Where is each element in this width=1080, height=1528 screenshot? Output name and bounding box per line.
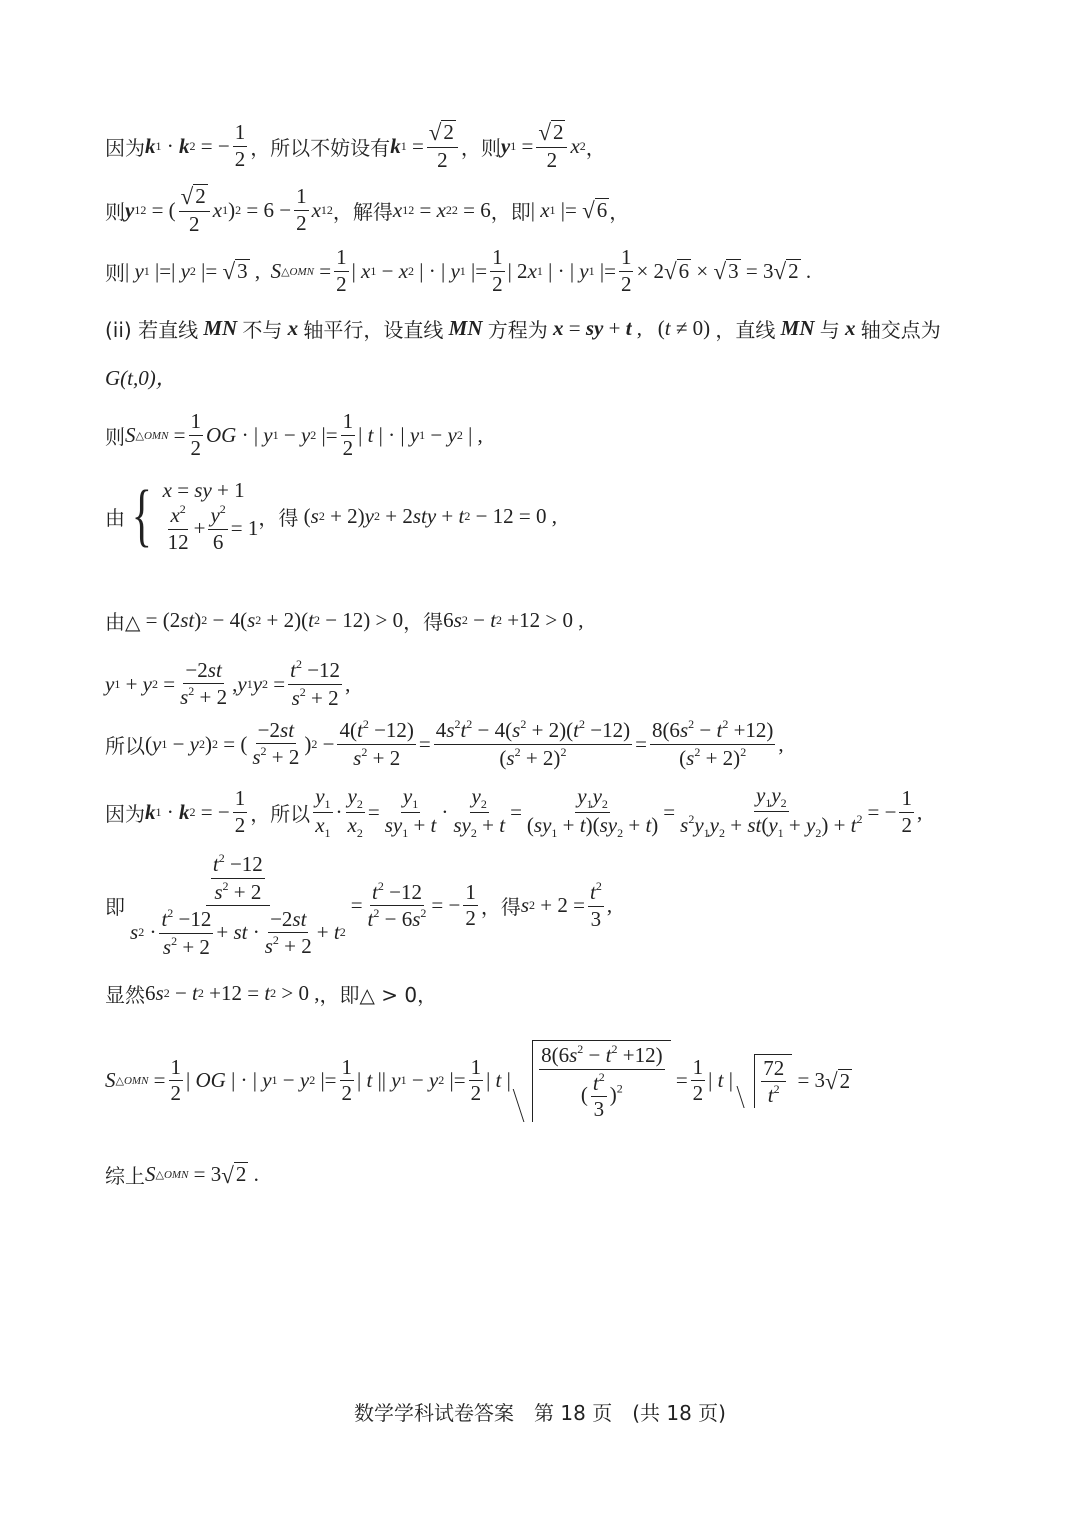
text: 轴平行，设直线 <box>303 318 444 342</box>
text: ，得 <box>480 895 521 920</box>
text: 方程为 <box>487 318 548 342</box>
text: 因为 <box>105 801 145 826</box>
text: ，得 <box>403 610 444 634</box>
line-2: 则 y 1 2 = ( √ 2 2 x 1 ) 2 = 6 − $\frac{1}{2}$ x 1 2 ，解得 x 1 2 = x 2 2 = 6 ，即 | x 1 |= √ 6 ， <box>105 184 630 236</box>
text: ， <box>585 135 606 160</box>
line-5 <box>105 362 177 392</box>
line-15: 综上 S △OMN = 3 √ 2 . <box>105 1162 259 1188</box>
text: 由△ <box>105 610 141 634</box>
text: 则 <box>105 424 125 449</box>
line-13: 显然 6 s 2 − t 2 +12 = t 2 > 0 , ，即△ > 0， <box>105 981 438 1007</box>
text: 与 <box>819 318 840 342</box>
line-8: 由△ = (2 st ) 2 − 4( s 2 + 2)( t 2 − 12) > 0 ，得 6 s 2 − t 2 +12 > 0 , <box>105 608 584 634</box>
line-7: 由 { x = sy + 1 $\frac{x^2}{12}$ + $\frac{y^2}{6}$ = 1 ，得 ( s 2 + 2) y 2 + 2 sty + t 2 − 12 = 0 , <box>105 477 558 555</box>
text: (ii) 若直线 <box>105 318 199 342</box>
text: 则 <box>105 260 125 285</box>
text: ，得 <box>258 505 299 530</box>
text: 显然 <box>105 983 145 1007</box>
line-1: 因为 k 1 · k 2 = − $\frac{1}{2}$ ，所以不妨设有 k 1 = √ 2 2 ，则 y 1 = √ 2 2 x 2 ， <box>105 120 606 172</box>
text: 即 <box>105 895 125 920</box>
text: 综上 <box>105 1164 145 1188</box>
line-14: S △OMN = $\frac{1}{2}$ | OG | · | y 1 − y 2 |= $\frac{1}{2}$ | t || y 1 − y 2 |= $\frac{1}{2}$ | t | $8(6s^2 - t^2 +12)$ ( $\frac{t^2}{3}$ )$^2$ = $\frac{1}{2}$ | t | $\frac{72}{t^2}$ = 3 √ 2 <box>105 1042 851 1122</box>
text: 轴交点为 <box>860 318 941 342</box>
line-11: 因为 k 1 · k 2 = − $\frac{1}{2}$ ，所以 $\frac{y_1}{x_1}$ · $\frac{y_2}{x_2}$ = $\frac{y_1}{sy_1 + t}$ · $\frac{y_2}{sy_2 + t}$ = $\frac{y_1y_2}{(sy_1 + t)(sy_2 + t)}$ = $\frac{y_1y_2}{s^2y_1y_2 + st(y_1 + y_2) + t^2}$ = − $\frac{1}{2}$ , <box>105 783 923 841</box>
text: ，所以 <box>250 801 311 826</box>
text: ，即 <box>490 199 531 224</box>
text: ，即△ > 0， <box>319 983 438 1007</box>
text: ， <box>609 199 630 224</box>
line-9: y 1 + y 2 = $\frac{-2st}{s^2 + 2}$ , y 1 y 2 = $\frac{t^2 -12}{s^2 + 2}$ , <box>105 657 351 710</box>
text: 则 <box>105 199 125 224</box>
page-footer: 数学学科试卷答案 第 18 页 (共 18 页) <box>354 1401 726 1425</box>
text: ，所以不妨设有 <box>250 135 391 160</box>
text: 由 <box>105 505 125 530</box>
line-3: 则 | y 1 |=| y 2 |= √ 3 , S △OMN = $\frac{1}{2}$ | x 1 − x 2 | · | y 1 |= $\frac{1}{2}$ | 2 x 1 | · | y 1 |= $\frac{1}{2}$ × 2 √ 6 × √ 3 = 3 √ 2 . <box>105 245 812 296</box>
line-6: 则 S △OMN = $\frac{1}{2}$ OG · | y 1 − y 2 |= $\frac{1}{2}$ | t | · | y 1 − y 2 | , <box>105 409 483 460</box>
line-12: 即 $\frac{t^2 -12}{s^2 + 2}$ s 2 · $\frac{t^2 -12}{s^2 + 2}$ + st · $\frac{-2st}{s^2 + 2}$ + t 2 = $\frac{t^2 -12}{t^2 - 6s^2}$ = − $\frac{1}{2}$ ，得 s 2 + 2 = $\frac{t^2}{3}$ , <box>105 851 613 959</box>
text: ，直线 <box>715 318 776 342</box>
text: G(t,0)， <box>105 366 177 390</box>
line-4: (ii) 若直线 MN 不与 x 轴平行，设直线 MN 方程为 x = sy + t , ( t ≠ 0) ，直线 MN 与 x 轴交点为 <box>105 316 941 342</box>
text: ，解得 <box>332 199 393 224</box>
text: 因为 <box>105 135 145 160</box>
line-10: 所以 ( y 1 − y 2 ) 2 = ( $\frac{-2st}{s^2 + 2}$ ) 2 − $\frac{4(t^2 -12)}{s^2 + 2}$ = $\frac{4s^2t^2 - 4(s^2 + 2)(t^2 -12)}{(s^2 + 2)^2}$ = $\frac{8(6s^2 - t^2 +12)}{(s^2 + 2)^2}$ , <box>105 717 784 770</box>
text: 所以 <box>105 733 145 758</box>
text: 不与 <box>242 318 283 342</box>
text: ，则 <box>460 135 501 160</box>
